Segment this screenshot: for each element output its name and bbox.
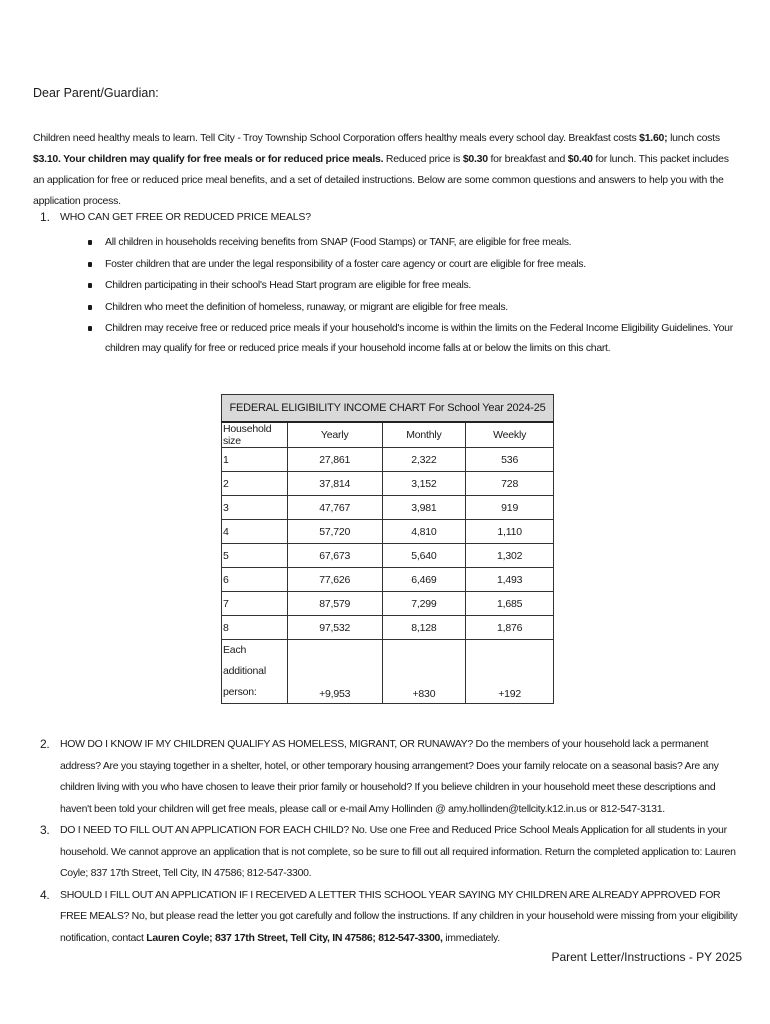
table-cell: 77,626 <box>287 568 382 592</box>
table-cell: 8,128 <box>382 616 466 640</box>
question-4-contact: Lauren Coyle; 837 17th Street, Tell City, IN 47586; 812-547-3300, <box>146 931 443 944</box>
table-cell: 6 <box>222 568 288 592</box>
question-4-text: SHOULD I FILL OUT AN APPLICATION IF I RECEIVED A LETTER THIS SCHOOL YEAR SAYING MY CHILDREN ARE ALREADY APPROVED FOR FREE MEALS? No, but please read the letter you got carefully and follow the instructions. If any children in your household were missing from your eligibility notification, contact <box>60 888 738 944</box>
questions-section <box>40 734 745 949</box>
table-row-additional <box>222 640 554 704</box>
intro-text-4: for breakfast and <box>487 153 568 165</box>
table-cell: 4 <box>222 520 288 544</box>
question-3-contact: Lauren Coyle; 837 17th Street, Tell City, IN 47586; 812-547-3300. <box>60 845 736 879</box>
table-cell: 47,767 <box>287 496 382 520</box>
table-title: FEDERAL ELIGIBILITY INCOME CHART For School Year 2024-25 <box>222 395 554 423</box>
table-cell: +192 <box>466 640 554 704</box>
table-cell: 1,876 <box>466 616 554 640</box>
table-cell: 1,493 <box>466 568 554 592</box>
additional-person-label <box>222 640 288 704</box>
table-row <box>222 568 554 592</box>
table-cell: 8 <box>222 616 288 640</box>
table-cell: 3 <box>222 496 288 520</box>
breakfast-cost: $1.60; <box>639 132 668 144</box>
table-cell: 919 <box>466 496 554 520</box>
column-header: Household size <box>222 422 288 448</box>
table-cell: 7,299 <box>382 592 466 616</box>
income-eligibility-table <box>221 394 554 704</box>
qualify-sentence: Your children may qualify for free meals or for reduced price meals. <box>60 153 384 165</box>
question-1-title: WHO CAN GET FREE OR REDUCED PRICE MEALS? <box>60 211 311 223</box>
table-cell: 87,579 <box>287 592 382 616</box>
column-header: Yearly <box>287 422 382 448</box>
question-4 <box>40 885 745 950</box>
table-cell: 2,322 <box>382 448 466 472</box>
column-header: Monthly <box>382 422 466 448</box>
greeting: Dear Parent/Guardian: <box>33 86 159 100</box>
table-cell: 1,302 <box>466 544 554 568</box>
column-header: Weekly <box>466 422 554 448</box>
table-cell: 7 <box>222 592 288 616</box>
intro-text-2: lunch costs <box>667 132 720 144</box>
table-cell: 5 <box>222 544 288 568</box>
table-row <box>222 472 554 496</box>
table-cell: 2 <box>222 472 288 496</box>
list-item: Foster children that are under the legal responsibility of a foster care agency or court are eligible for free meals. <box>85 254 745 274</box>
question-2 <box>40 734 745 820</box>
table-cell: +9,953 <box>287 640 382 704</box>
question-4-text-end: immediately. <box>442 931 500 944</box>
table-cell: 4,810 <box>382 520 466 544</box>
additional-label-line-1: Each additional <box>223 644 266 677</box>
question-number: 3. <box>40 823 50 837</box>
table-cell: 37,814 <box>287 472 382 496</box>
table-cell: 5,640 <box>382 544 466 568</box>
table-cell: 6,469 <box>382 568 466 592</box>
table-cell: 1,110 <box>466 520 554 544</box>
intro-paragraph <box>33 128 738 212</box>
footer-label: Parent Letter/Instructions - PY 2025 <box>551 950 742 964</box>
question-3 <box>40 820 745 885</box>
table-cell: 728 <box>466 472 554 496</box>
table-row <box>222 592 554 616</box>
table-header-row <box>222 422 554 448</box>
question-number: 1. <box>40 210 51 224</box>
table-row <box>222 448 554 472</box>
table-cell: 1 <box>222 448 288 472</box>
question-2-text: HOW DO I KNOW IF MY CHILDREN QUALIFY AS HOMELESS, MIGRANT, OR RUNAWAY? Do the members of your household lack a permanent address? Are you staying together in a shelter, hotel, or other temporary housing arrangement? Does your family relocate on a seasonal basis? Are any children living with you who have chosen to leave their prior family or household? If you believe children in your household meet these descriptions and haven't been told your children will get free meals, please call or e-mail Amy Hollinden @ amy.hollinden@tellcity.k12.in.us or 812-547-3131. <box>60 738 719 815</box>
question-number: 2. <box>40 737 50 751</box>
list-item: All children in households receiving benefits from SNAP (Food Stamps) or TANF, are eligible for free meals. <box>85 232 745 252</box>
reduced-lunch-cost: $0.40 <box>567 153 593 165</box>
intro-text-1: Children need healthy meals to learn. Tell City - Troy Township School Corporation offers healthy meals every school day. Breakfast costs <box>33 132 640 144</box>
question-3-text: DO I NEED TO FILL OUT AN APPLICATION FOR EACH CHILD? No. Use one Free and Reduced Price School Meals Application for all students in your household. We cannot approve an application that is not complete, so be sure to fill out all required information. Return the completed application to: <box>60 824 727 858</box>
table-cell: 3,981 <box>382 496 466 520</box>
list-item: Children participating in their school's Head Start program are eligible for free meals. <box>85 275 745 295</box>
lunch-cost: $3.10. <box>33 153 61 165</box>
table-cell: 1,685 <box>466 592 554 616</box>
intro-text-5: for lunch. This packet includes an application for free or reduced price meal benefits, and a set of detailed instructions. Below are some common questions and answers to help you with the application process. <box>33 153 729 207</box>
table-cell: 536 <box>466 448 554 472</box>
table-cell: 27,861 <box>287 448 382 472</box>
eligibility-list <box>85 232 745 360</box>
table-cell: 67,673 <box>287 544 382 568</box>
table-row <box>222 496 554 520</box>
table-row <box>222 616 554 640</box>
list-item: Children may receive free or reduced price meals if your household's income is within the limits on the Federal Income Eligibility Guidelines. Your children may qualify for free or reduced price meals if your household income falls at or below the limits on this chart. <box>85 318 745 358</box>
table-cell: 3,152 <box>382 472 466 496</box>
table-row <box>222 544 554 568</box>
reduced-breakfast-cost: $0.30 <box>462 153 488 165</box>
list-item: Children who meet the definition of homeless, runaway, or migrant are eligible for free meals. <box>85 297 745 317</box>
table-row <box>222 520 554 544</box>
table-cell: 57,720 <box>287 520 382 544</box>
intro-text-3: Reduced price is <box>383 153 463 165</box>
table-cell: 97,532 <box>287 616 382 640</box>
question-number: 4. <box>40 887 50 902</box>
table-cell: +830 <box>382 640 466 704</box>
additional-label-line-2: person: <box>223 686 257 698</box>
